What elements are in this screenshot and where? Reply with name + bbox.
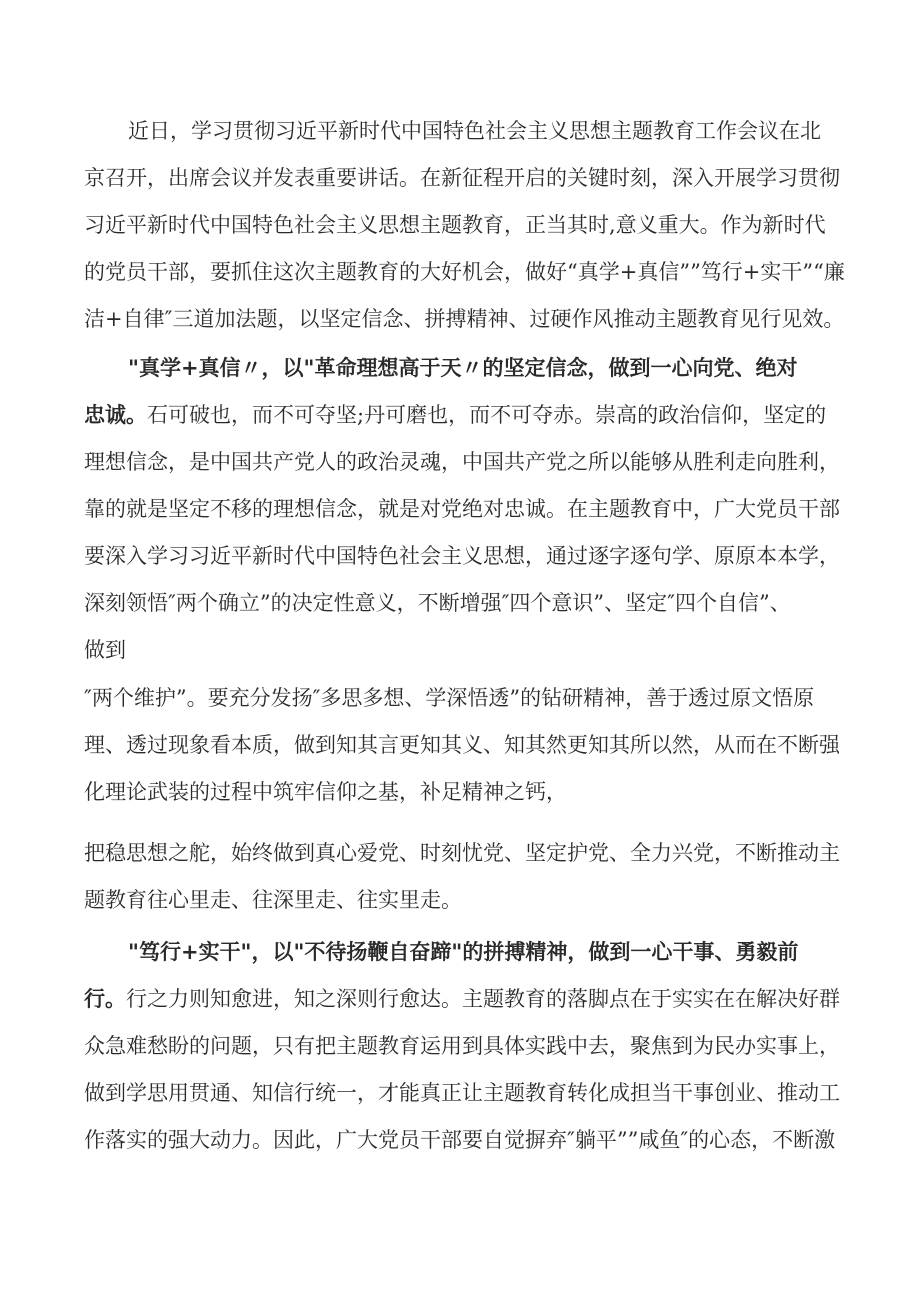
paragraph-2-line-9: 化理论武装的过程中筑牢信仰之基，补足精神之钙， bbox=[84, 780, 567, 804]
paragraph-2-line-7: ″两个维护”。要充分发扬″多思多想、学深悟透”的钻研精神，善于透过原文悟原 bbox=[84, 686, 815, 710]
paragraph-2-line-10: 把稳思想之舵，始终做到真心爱党、时刻忧党、坚定护党、全力兴党，不断推动主 bbox=[84, 841, 840, 865]
paragraph-2-line-1 bbox=[84, 397, 826, 433]
paragraph-2-line-4: 要深入学习习近平新时代中国特色社会主义思想，通过逐字逐句学、原原本本学， bbox=[84, 544, 840, 568]
section-heading-2: "笃行+实干"，以"不待扬鞭自奋蹄"的拼搏精神，做到一心干事、勇毅前 bbox=[128, 940, 799, 964]
paragraph-2-line-8: 理、透过现象看本质，做到知其言更知其义、知其然更知其所以然，从而在不断强 bbox=[84, 733, 840, 757]
paragraph-2-line-2: 理想信念，是中国共产党人的政治灵魂，中国共产党之所以能够从胜利走向胜利， bbox=[84, 450, 840, 474]
section-heading-2-tail: 行。 bbox=[84, 987, 126, 1011]
paragraph-3-line-2: 众急难愁盼的问题，只有把主题教育运用到具体实践中去，聚焦到为民办实事上， bbox=[84, 1034, 840, 1058]
paragraph-2-line-11: 题教育往心里走、往深里走、往实里走。 bbox=[84, 888, 462, 912]
paragraph-1-line-1: 近日，学习贯彻习近平新时代中国特色社会主义思想主题教育工作会议在北 bbox=[128, 119, 821, 143]
paragraph-2-line-3: 靠的就是坚定不移的理想信念，就是对党绝对忠诚。在主题教育中，广大党员干部 bbox=[84, 497, 840, 521]
section-heading-1: "真学+真信〃，以"革命理想高于天〃的坚定信念，做到一心向党、绝对 bbox=[128, 356, 798, 380]
paragraph-1-line-3: 习近平新时代中国特色社会主义思想主题教育，正当其时,意义重大。作为新时代 bbox=[84, 213, 826, 237]
paragraph-2-line-6: 做到 bbox=[84, 638, 126, 662]
paragraph-1-line-4: 的党员干部，要抓住这次主题教育的大好机会，做好“真学+真信””笃行+实干”“廉 bbox=[84, 260, 845, 284]
paragraph-3-line-3: 做到学思用贯通、知信行统一，才能真正让主题教育转化成担当干事创业、推动工 bbox=[84, 1081, 840, 1105]
paragraph-1-line-2: 京召开，出席会议并发表重要讲话。在新征程开启的关键时刻，深入开展学习贯彻 bbox=[84, 166, 840, 190]
paragraph-3-line-1 bbox=[84, 981, 840, 1017]
paragraph-3-line-1-text: 行之力则知愈进，知之深则行愈达。主题教育的落脚点在于实实在在解决好群 bbox=[126, 987, 840, 1011]
section-heading-1-tail: 忠诚。 bbox=[84, 403, 147, 427]
paragraph-2-line-5: 深刻领悟″两个确立”的决定性意义，不断增强″四个意识”、坚定″四个自信”、 bbox=[84, 591, 791, 615]
paragraph-1-line-5: 洁+自律″三道加法题，以坚定信念、拼搏精神、过硬作风推动主题教育见行见效。 bbox=[84, 307, 845, 331]
paragraph-3-line-4: 作落实的强大动力。因此，广大党员干部要自觉摒弃″躺平””咸鱼″的心态，不断激 bbox=[84, 1128, 836, 1152]
paragraph-2-line-1-text: 石可破也，而不可夺坚;丹可磨也，而不可夺赤。崇高的政治信仰，坚定的 bbox=[147, 403, 827, 427]
